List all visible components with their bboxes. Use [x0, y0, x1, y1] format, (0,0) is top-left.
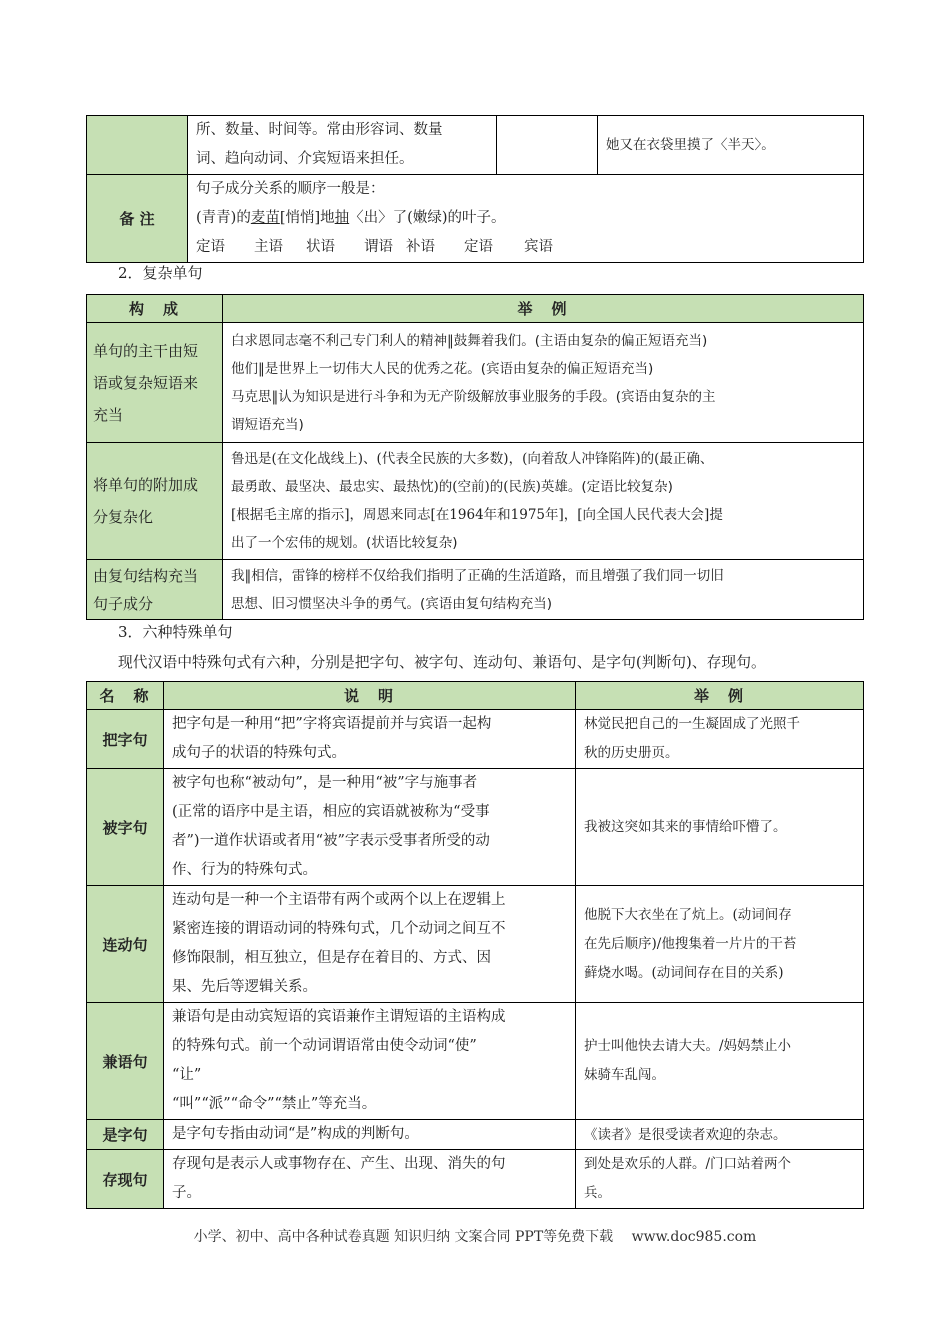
example-cell: 他脱下大衣坐在了炕上。(动词间存 在先后顺序)/他搜集着一片片的干苔 藓烧水喝。(动词间存在目的关系): [576, 886, 864, 1003]
example-line: [根据毛主席的指示]，周恩来同志[在1964年和1975年]，[向全国人民代表大会]提: [231, 507, 723, 523]
example-cell: 林觉民把自己的一生凝固成了光照千 秋的历史册页。: [576, 710, 864, 769]
header-example: 举 例: [576, 682, 864, 710]
remark-label: 备 注: [87, 175, 188, 263]
desc-cell: 被字句也称“被动句”，是一种用“被”字与施事者 (正常的语序中是主语，相应的宾语就被称为“受事 者”)一道作状语或者用“被”字表示受事者所受的动 作、行为的特殊句式。: [164, 769, 576, 886]
example-line: 出了一个宏伟的规划。(状语比较复杂): [231, 535, 458, 551]
example-cell: 我被这突如其来的事情给吓懵了。: [576, 769, 864, 886]
sentence-example: (青青)的麦苗[悄悄]地抽〈出〉了(嫩绿)的叶子。: [196, 210, 506, 226]
page-footer: 小学、初中、高中各种试卷真题 知识归纳 文案合同 PPT等免费下载 www.doc985.com: [193, 1229, 757, 1245]
example-cell: 护士叫他快去请大夫。/妈妈禁止小 妹骑车乱闯。: [576, 1003, 864, 1120]
example-cell: 到处是欢乐的人群。/门口站着两个 兵。: [576, 1150, 864, 1209]
example-line: 我‖相信，雷锋的榜样不仅给我们指明了正确的生活道路，而且增强了我们同一切旧: [231, 567, 724, 584]
example-line: 马克思‖认为知识是进行斗争和为无产阶级解放事业服务的手段。(宾语由复杂的主: [231, 388, 716, 405]
name-cell: 存现句: [87, 1150, 164, 1209]
row-examples: [223, 323, 864, 443]
section2-title: 2．复杂单句: [118, 264, 203, 282]
row-examples: [223, 560, 864, 620]
desc-cell: 所、数量、时间等。常由形容词、数量 词、趋向动词、介宾短语来担任。: [188, 116, 497, 175]
row-label: 将单句的附加成 分复杂化: [87, 443, 223, 560]
header-example: 举 例: [223, 295, 864, 323]
example-line: 他们‖是世界上一切伟大人民的优秀之花。(宾语由复杂的偏正短语充当): [231, 360, 654, 377]
example-cell: 《读者》是很受读者欢迎的杂志。: [576, 1120, 864, 1150]
name-cell: 连动句: [87, 886, 164, 1003]
desc-cell: 是字句专指由动词“是”构成的判断句。: [164, 1120, 576, 1150]
example-line: 思想、旧习惯坚决斗争的勇气。(宾语由复句结构充当): [231, 595, 553, 612]
row-label: 由复句结构充当 句子成分: [87, 560, 223, 620]
example-line: 鲁迅是(在文化战线上)、(代表全民族的大多数)，(向着敌人冲锋陷阵)的(最正确、: [231, 451, 714, 467]
header-name: 名 称: [87, 682, 164, 710]
header-structure: 构 成: [87, 295, 223, 323]
example-line: 白求恩同志毫不利己专门利人的精神‖鼓舞着我们。(主语由复杂的偏正短语充当): [231, 332, 708, 349]
special-sentence-table: [86, 681, 864, 1209]
desc-cell: 存现句是表示人或事物存在、产生、出现、消失的句 子。: [164, 1150, 576, 1209]
name-cell: 被字句: [87, 769, 164, 886]
role-labels: 定语 主语 状语 谓语 补语 定语 宾语: [196, 239, 553, 255]
row-label: 单句的主干由短 语或复杂短语来 充当: [87, 323, 223, 443]
label-cell-empty: [87, 116, 188, 175]
desc-cell: 兼语句是由动宾短语的宾语兼作主谓短语的主语构成 的特殊句式。前一个动词谓语常由使令动词“使” “让” “叫”“派”“命令”“禁止”等充当。: [164, 1003, 576, 1120]
section3-title: 3．六种特殊单句: [118, 623, 233, 641]
remark-content: 句子成分关系的顺序一般是： (青青)的麦苗[悄悄]地抽〈出〉了(嫩绿)的叶子。 定语 主语 状语 谓语 补语 定语 宾语: [188, 175, 864, 263]
name-cell: 把字句: [87, 710, 164, 769]
complex-sentence-table: [86, 294, 864, 620]
row-examples: [223, 443, 864, 560]
example-line: 谓短语充当): [231, 416, 304, 433]
example-cell: 她又在衣袋里摸了〈半天〉。: [598, 116, 864, 175]
desc-cell: 连动句是一种一个主语带有两个或两个以上在逻辑上 紧密连接的谓语动词的特殊句式，几个动词之间互不 修饰限制，相互独立，但是存在着目的、方式、因 果、先后等逻辑关系。: [164, 886, 576, 1003]
section3-intro: 现代汉语中特殊句式有六种，分别是把字句、被字句、连动句、兼语句、是字句(判断句)、存现句。: [118, 654, 766, 671]
table-continued: [86, 115, 864, 263]
example-line: 最勇敢、最坚决、最忠实、最热忱)的(空前)的(民族)英雄。(定语比较复杂): [231, 479, 673, 495]
header-description: 说 明: [164, 682, 576, 710]
name-cell: 兼语句: [87, 1003, 164, 1120]
empty-cell: [497, 116, 598, 175]
desc-cell: 把字句是一种用“把”字将宾语提前并与宾语一起构 成句子的状语的特殊句式。: [164, 710, 576, 769]
name-cell: 是字句: [87, 1120, 164, 1150]
